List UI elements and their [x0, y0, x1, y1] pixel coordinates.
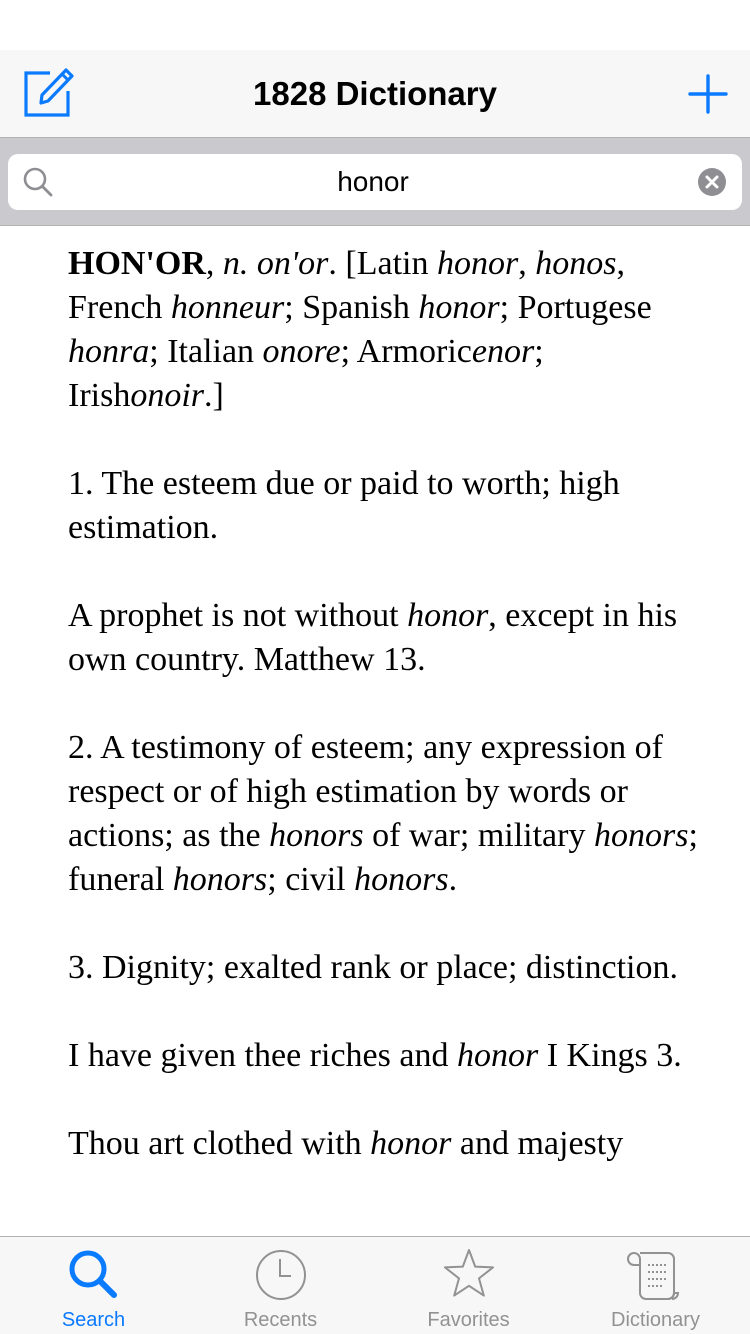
- definition-content: [0, 226, 750, 1236]
- tab-dictionary[interactable]: [562, 1237, 749, 1334]
- etymology-spanish: honor: [418, 289, 500, 326]
- example-3: [68, 1034, 698, 1078]
- definition-2-word-3: honors: [172, 861, 268, 898]
- status-bar: [0, 0, 750, 50]
- compose-icon: [14, 60, 82, 128]
- example-3-word: honor: [456, 1037, 539, 1074]
- example-1-word: honor: [407, 597, 489, 634]
- example-4-text: Thou art clothed with: [68, 1125, 362, 1162]
- pronunciation: on'or: [256, 245, 329, 282]
- clear-search-button[interactable]: [697, 167, 727, 197]
- definition-3: 3. Dignity; exalted rank or place; distinction.: [68, 949, 678, 986]
- dictionary-entry: [68, 242, 698, 1210]
- etymology-portuguese-label: Portugese: [517, 289, 652, 326]
- definition-2-text-d: ; civil: [267, 861, 346, 898]
- tab-search-label: Search: [61, 1309, 126, 1331]
- definition-2-text-b: of war; military: [372, 817, 586, 854]
- example-4-rest: and majesty: [459, 1125, 624, 1162]
- definition-2-word-4: honors: [354, 861, 449, 898]
- example-1-rest: , except in his own country. Matthew 13.: [68, 597, 678, 678]
- definition-2-text: 2. A testimony of esteem; any expression of respect or of high estimation by words or actions; as the: [68, 729, 663, 854]
- etymology-irish: onoir: [130, 377, 205, 414]
- compose-button[interactable]: [14, 60, 82, 128]
- definition-2-word-1: honors: [269, 817, 364, 854]
- etymology-latin-1: honor: [437, 245, 519, 282]
- scroll-icon: [626, 1245, 686, 1305]
- tab-bar: [0, 1236, 750, 1334]
- tab-favorites[interactable]: [375, 1237, 562, 1334]
- definition-1: 1. The esteem due or paid to worth; high estimation.: [68, 465, 620, 546]
- example-4: [68, 1122, 698, 1166]
- definition-2-word-2: honors: [593, 817, 689, 854]
- tab-search[interactable]: [0, 1237, 187, 1334]
- example-3-text: I have given thee riches and: [68, 1037, 449, 1074]
- tab-favorites-label: Favorites: [427, 1309, 510, 1331]
- search-field[interactable]: [8, 154, 742, 210]
- etymology-latin-label: Latin: [356, 245, 429, 282]
- etymology-armoric: enor: [471, 333, 535, 370]
- navigation-bar: [0, 50, 750, 138]
- search-icon: [64, 1245, 124, 1305]
- tab-dictionary-label: Dictionary: [611, 1309, 700, 1331]
- etymology-italian: onore: [262, 333, 341, 370]
- etymology-french-label: French: [68, 289, 163, 326]
- etymology-irish-label: Irish: [68, 377, 131, 414]
- entry-header: HON'OR, n. on'or. [Latin honor, honos, French honneur; Spanish honor; Portugese honra; Italian onore; Armoricenor; Irishonoir.]: [68, 245, 652, 414]
- tab-recents[interactable]: [187, 1237, 374, 1334]
- etymology-latin-2: honos: [535, 245, 617, 282]
- tab-recents-label: Recents: [243, 1309, 318, 1331]
- etymology-spanish-label: Spanish: [302, 289, 410, 326]
- example-4-word: honor: [370, 1125, 452, 1162]
- headword: HON'OR: [68, 245, 206, 282]
- etymology-armoric-label: Armoric: [356, 333, 472, 370]
- add-button[interactable]: [674, 60, 742, 128]
- etymology-italian-label: Italian: [167, 333, 255, 370]
- star-icon: [439, 1245, 499, 1305]
- example-1: [68, 594, 698, 682]
- example-1-text: A prophet is not without: [68, 597, 399, 634]
- part-of-speech: n.: [222, 245, 249, 282]
- search-icon: [22, 166, 54, 198]
- search-bar: [0, 138, 750, 226]
- clear-icon: [697, 167, 727, 197]
- definition-2-text-c: ; funeral: [68, 817, 698, 898]
- etymology-portuguese: honra: [68, 333, 150, 370]
- clock-icon: [251, 1245, 311, 1305]
- search-input[interactable]: [68, 154, 678, 210]
- definition-2: [68, 726, 698, 902]
- example-3-rest: I Kings 3.: [546, 1037, 682, 1074]
- etymology-french: honneur: [170, 289, 285, 326]
- plus-icon: [674, 60, 742, 128]
- page-title: 1828 Dictionary: [253, 75, 497, 112]
- definition-2-text-e: .: [448, 861, 458, 898]
